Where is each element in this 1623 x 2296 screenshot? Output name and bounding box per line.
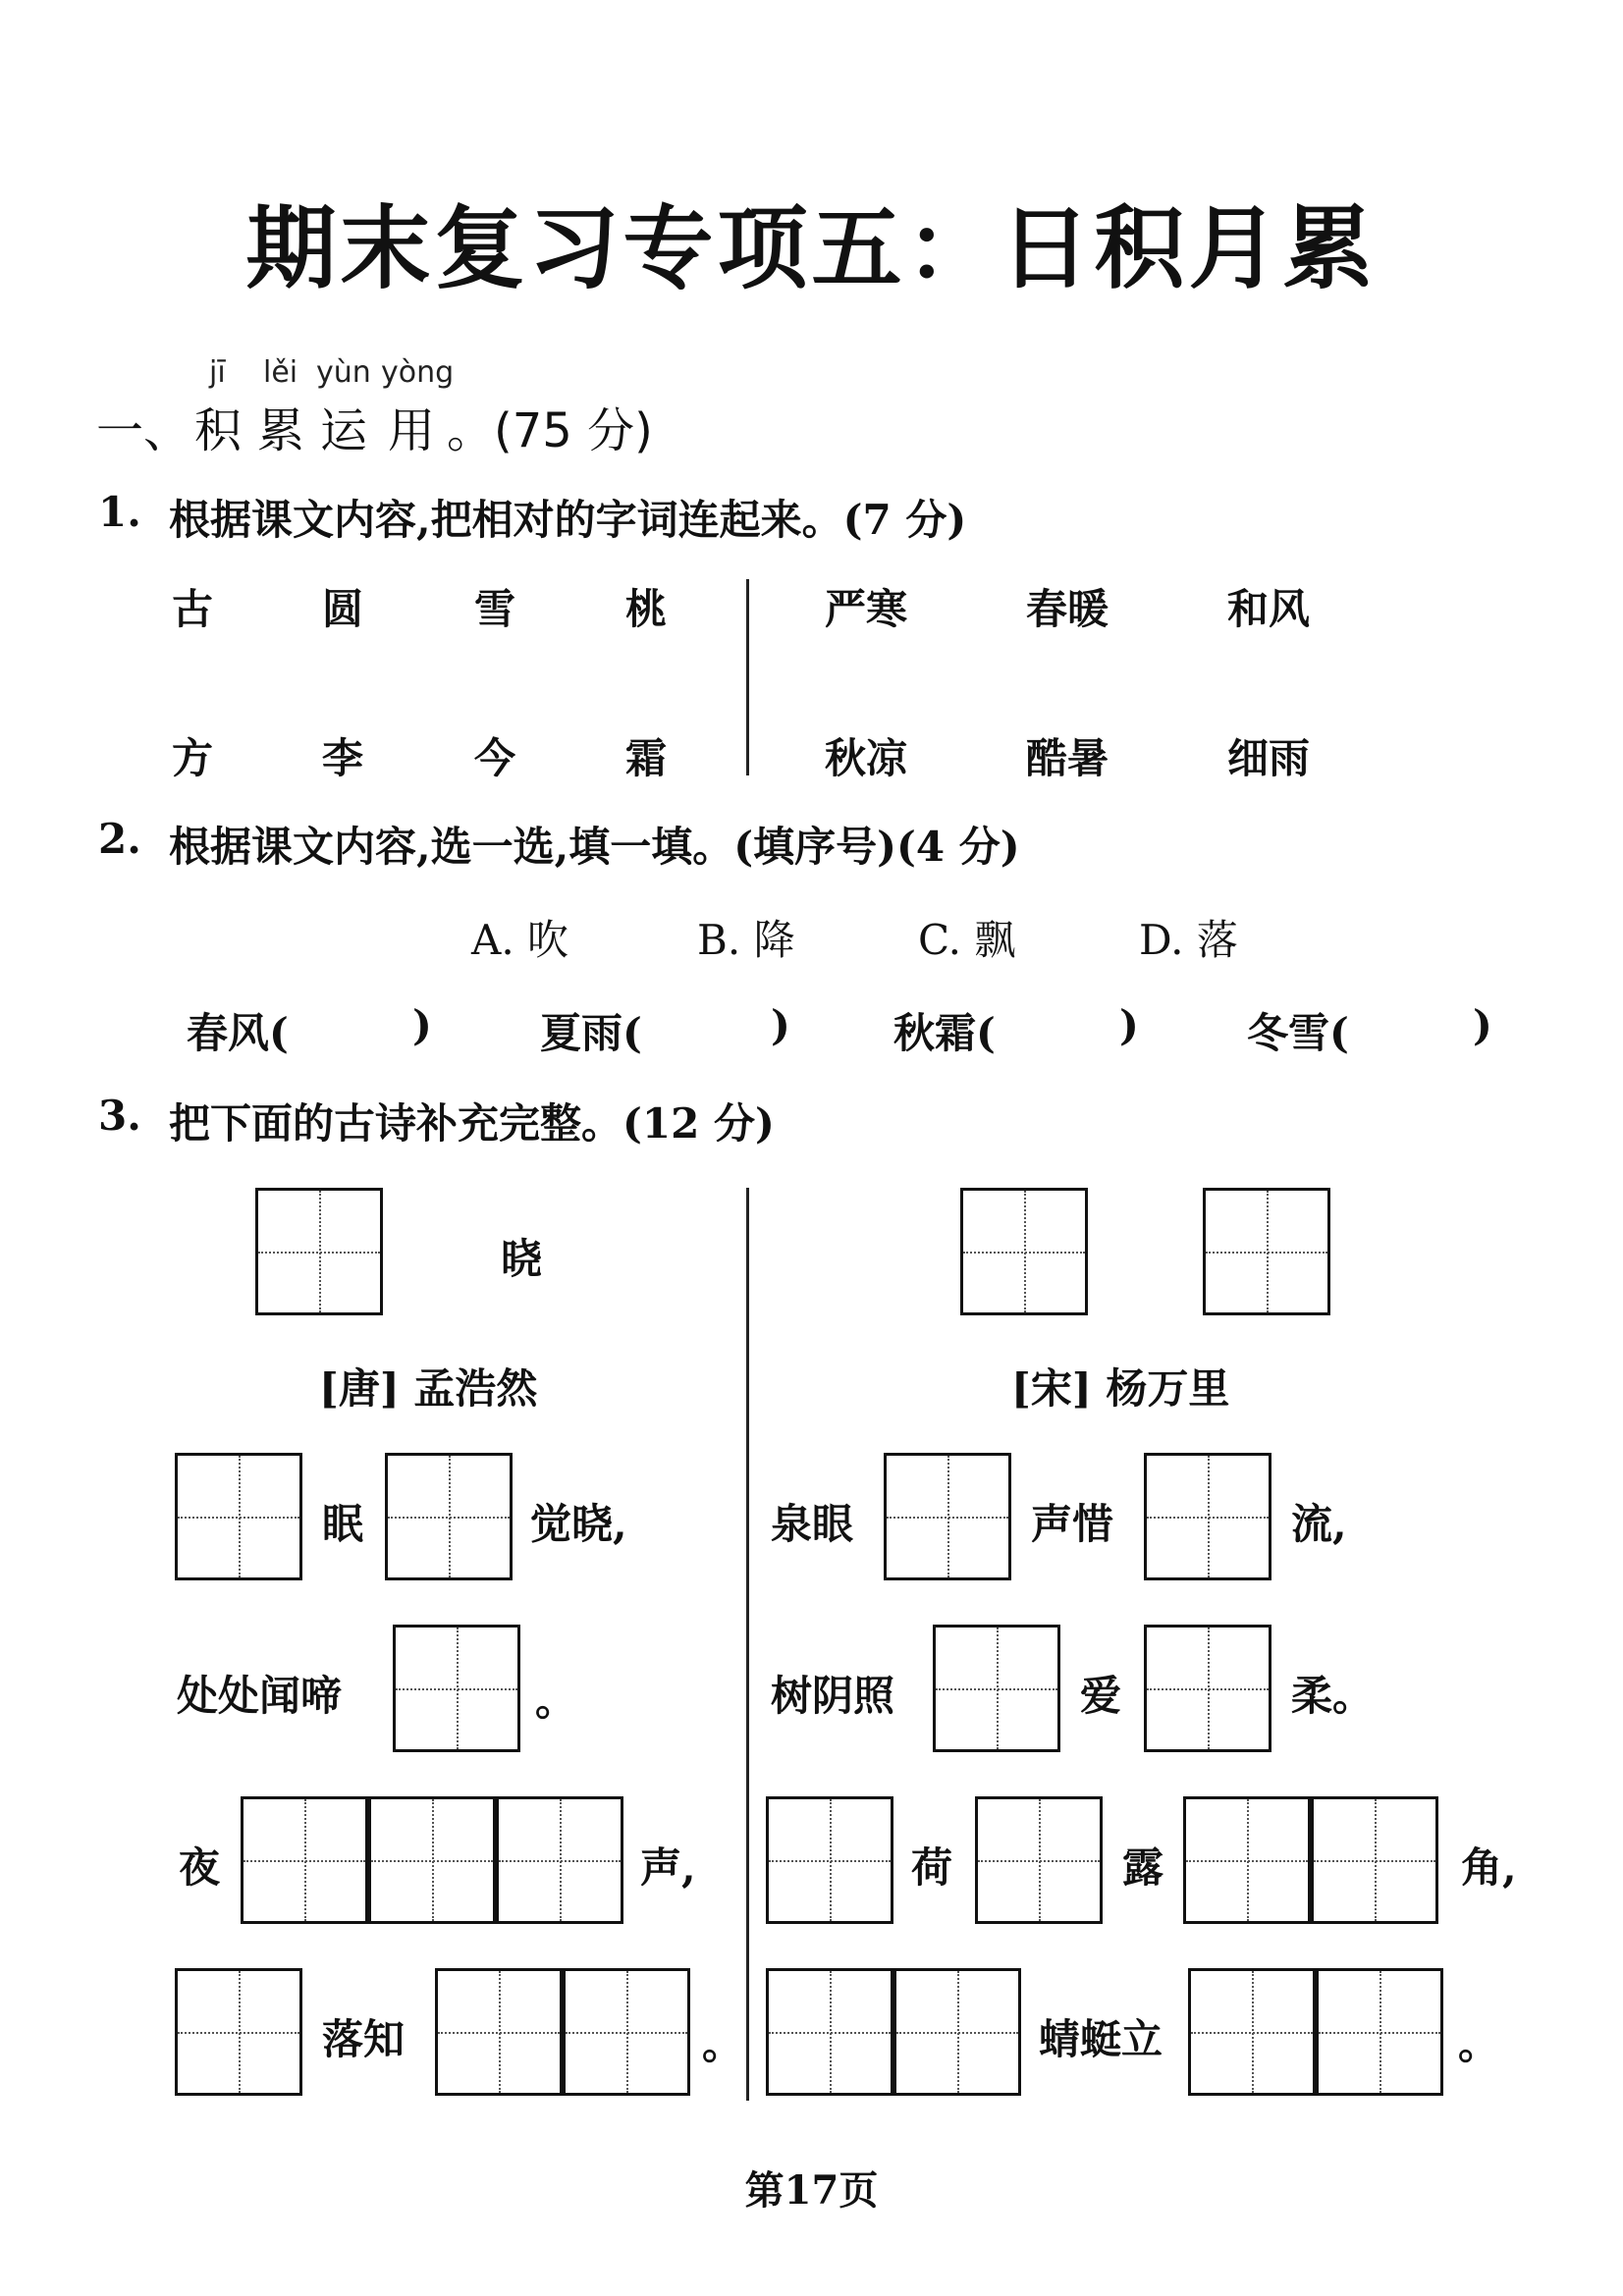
poem1-l4-box3[interactable] bbox=[563, 1968, 690, 2096]
char-yun: 运 bbox=[320, 403, 368, 458]
q2-blank-4-close: ) bbox=[1473, 1001, 1492, 1049]
poem2-l3-box2[interactable] bbox=[975, 1796, 1103, 1924]
q1-right-top-1: 严寒 bbox=[825, 585, 908, 633]
poem2-l4-text2: 。 bbox=[1458, 2020, 1500, 2068]
poem2-author: [宋] 杨万里 bbox=[1011, 1364, 1230, 1413]
q1-right-bottom-1: 秋凉 bbox=[825, 734, 908, 782]
q1-number: 1. bbox=[98, 488, 141, 536]
poem1-l3-box1[interactable] bbox=[241, 1796, 368, 1924]
poem1-l2-text1: 处处闻啼 bbox=[177, 1672, 343, 1720]
poem2-l1-text1: 泉眼 bbox=[771, 1500, 854, 1548]
section-prefix: 一、 bbox=[96, 403, 191, 458]
q1-right-top-3: 和风 bbox=[1227, 585, 1311, 633]
poem1-l4-box2[interactable] bbox=[435, 1968, 563, 2096]
q1-left-bottom-3: 今 bbox=[474, 734, 516, 782]
poem1-l1-text2: 觉晓, bbox=[530, 1500, 627, 1548]
poem2-l3-text3: 角, bbox=[1461, 1843, 1517, 1892]
page-number: 第17页 bbox=[744, 2167, 879, 2214]
q1-left-bottom-2: 李 bbox=[322, 734, 364, 782]
poem2-l2-text1: 树阴照 bbox=[771, 1672, 895, 1720]
char-ji: 积 bbox=[194, 403, 243, 458]
poem2-l3-text2: 露 bbox=[1122, 1843, 1164, 1892]
q2-option-a: A. 吹 bbox=[471, 916, 569, 964]
q2-option-b: B. 降 bbox=[697, 916, 795, 964]
poem2-l3-box4[interactable] bbox=[1311, 1796, 1438, 1924]
poem2-title-box1[interactable] bbox=[960, 1188, 1088, 1315]
poem1-author: [唐] 孟浩然 bbox=[319, 1364, 538, 1413]
pinyin-yun: yùn bbox=[316, 355, 371, 390]
q2-blank-3-close: ) bbox=[1119, 1001, 1139, 1049]
q2-blank-4-label: 冬雪( bbox=[1247, 1009, 1349, 1057]
char-yong: 用 bbox=[388, 403, 436, 458]
q3-divider bbox=[746, 1188, 749, 2101]
poem1-title-box[interactable] bbox=[255, 1188, 383, 1315]
q3-number: 3. bbox=[98, 1092, 141, 1140]
poem2-l1-text2: 声惜 bbox=[1031, 1500, 1114, 1548]
q2-option-d: D. 落 bbox=[1139, 916, 1238, 964]
section-score: 。(75 分) bbox=[447, 403, 653, 458]
poem2-l1-box2[interactable] bbox=[1144, 1453, 1271, 1580]
q2-number: 2. bbox=[98, 815, 141, 863]
poem2-l1-text3: 流, bbox=[1291, 1500, 1347, 1548]
poem1-l2-box1[interactable] bbox=[393, 1625, 520, 1752]
pinyin-lei: lěi bbox=[263, 355, 298, 390]
poem1-l2-text2: 。 bbox=[535, 1677, 577, 1725]
q2-blank-1-label: 春风( bbox=[187, 1009, 289, 1057]
q1-right-bottom-2: 酷暑 bbox=[1026, 734, 1109, 782]
q2-option-c: C. 飘 bbox=[918, 916, 1016, 964]
poem2-l2-text2: 爱 bbox=[1080, 1672, 1122, 1720]
poem1-title-char: 晓 bbox=[501, 1235, 543, 1283]
poem2-l2-box2[interactable] bbox=[1144, 1625, 1271, 1752]
pinyin-yong: yòng bbox=[381, 355, 455, 390]
page-title: 期末复习专项五：日积月累 bbox=[245, 196, 1378, 301]
poem2-l2-box1[interactable] bbox=[933, 1625, 1060, 1752]
poem2-l3-box3[interactable] bbox=[1183, 1796, 1311, 1924]
poem1-l4-box1[interactable] bbox=[175, 1968, 302, 2096]
pinyin-ji: jī bbox=[209, 355, 226, 390]
poem2-l1-box1[interactable] bbox=[884, 1453, 1011, 1580]
poem1-l4-text2: 。 bbox=[702, 2020, 744, 2068]
q1-text: 根据课文内容,把相对的字词连起来。(7 分) bbox=[169, 496, 967, 544]
q2-blank-3-label: 秋霜( bbox=[893, 1009, 996, 1057]
poem1-l4-text1: 落知 bbox=[322, 2015, 406, 2063]
q1-left-bottom-1: 方 bbox=[172, 734, 214, 782]
poem1-l1-box1[interactable] bbox=[175, 1453, 302, 1580]
q1-left-top-1: 古 bbox=[172, 585, 214, 633]
q2-blank-2-close: ) bbox=[771, 1001, 790, 1049]
q1-left-top-3: 雪 bbox=[474, 585, 516, 633]
poem2-title-box2[interactable] bbox=[1203, 1188, 1330, 1315]
poem2-l3-box1[interactable] bbox=[766, 1796, 893, 1924]
q1-left-top-4: 桃 bbox=[625, 585, 668, 633]
poem2-l4-box1[interactable] bbox=[766, 1968, 893, 2096]
poem1-l3-text1: 夜 bbox=[179, 1843, 221, 1892]
poem2-l2-text3: 柔。 bbox=[1291, 1672, 1375, 1720]
poem1-l3-box2[interactable] bbox=[368, 1796, 496, 1924]
q2-blank-1-close: ) bbox=[412, 1001, 432, 1049]
poem2-l4-text1: 蜻蜓立 bbox=[1039, 2015, 1163, 2063]
poem1-l1-text1: 眠 bbox=[322, 1500, 364, 1548]
poem1-l3-text2: 声, bbox=[640, 1843, 696, 1892]
poem2-l4-box3[interactable] bbox=[1188, 1968, 1316, 2096]
q1-left-top-2: 圆 bbox=[322, 585, 364, 633]
q1-left-bottom-4: 霜 bbox=[625, 734, 668, 782]
q1-right-bottom-3: 细雨 bbox=[1227, 734, 1311, 782]
q2-text: 根据课文内容,选一选,填一填。(填序号)(4 分) bbox=[169, 823, 1020, 871]
poem2-l4-box4[interactable] bbox=[1316, 1968, 1443, 2096]
q1-divider bbox=[746, 579, 749, 775]
char-lei: 累 bbox=[257, 403, 305, 458]
poem2-l4-box2[interactable] bbox=[893, 1968, 1021, 2096]
q3-text: 把下面的古诗补充完整。(12 分) bbox=[169, 1099, 775, 1148]
q1-right-top-2: 春暖 bbox=[1026, 585, 1109, 633]
q2-blank-2-label: 夏雨( bbox=[540, 1009, 642, 1057]
poem1-l3-box3[interactable] bbox=[496, 1796, 623, 1924]
poem1-l1-box2[interactable] bbox=[385, 1453, 513, 1580]
poem2-l3-text1: 荷 bbox=[911, 1843, 953, 1892]
